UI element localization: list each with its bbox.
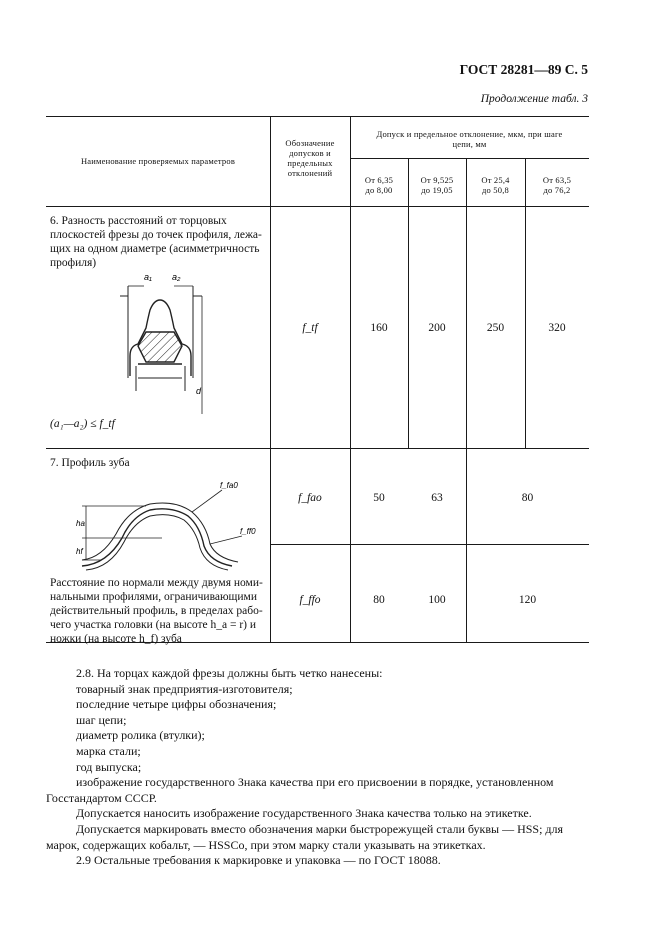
- pitch-range-3: От 25,4 до 50,8: [481, 175, 510, 195]
- pitch-range-4: От 63,5 до 76,2: [542, 175, 572, 195]
- symbol-column-header: Обозначение допусков и предельных отклонений: [285, 138, 335, 178]
- row7b-value-1: 80: [373, 594, 385, 606]
- row6-value-3: 250: [486, 322, 505, 334]
- row7b-value-2: 100: [428, 594, 446, 606]
- row6-symbol: f_tf: [302, 322, 318, 334]
- row6-value-2: 200: [428, 322, 446, 334]
- d-label: d: [196, 386, 202, 396]
- item-quality-mark-cont: Госстандартом СССР.: [46, 790, 157, 805]
- label-note: Допускается наносить изображение государственного Знака качества только на этикетке.: [76, 806, 532, 821]
- item-designation: последние четыре цифры обозначения;: [76, 697, 277, 712]
- row6-formula: (a₁—a₂) ≤ f_tf: [50, 418, 115, 430]
- tooth-profile-figure: [72, 476, 272, 576]
- row6-title: 6. Разность расстояний от торцовых плоскостей фрезы до точек профиля, лежа- щих на одном диаметре (асимметричность профиля): [50, 215, 262, 269]
- tolerance-group-header: Допуск и предельное отклонение, мкм, при шаге цепи, мм: [376, 129, 563, 149]
- ffa0-label: f_fa0: [220, 481, 238, 490]
- item-trademark: товарный знак предприятия-изготовителя;: [76, 681, 293, 696]
- row7b-symbol: f_ffo: [299, 594, 321, 606]
- table-continuation-label: Продолжение табл. 3: [480, 93, 588, 105]
- col-divider-4b: [466, 448, 467, 642]
- row7-description: Расстояние по нормали между двумя номи- нальными профилями, ограничивающими действительный профиль, в пределах рабо- чего участка головки (на высоте h_a = r) и ножки (на высоте h_f) зуба: [50, 577, 263, 645]
- row7a-value-3: 80: [521, 492, 534, 504]
- col-divider-5: [525, 158, 526, 448]
- item-year: год выпуска;: [76, 759, 142, 774]
- hss-note: Допускается маркировать вместо обозначения марки быстрорежущей стали буквы — HSS; для: [76, 821, 564, 836]
- item-chain-pitch: шаг цепи;: [76, 712, 127, 727]
- row7a-symbol: f_fao: [298, 492, 322, 504]
- a1-label: a₁: [144, 272, 152, 282]
- item-steel-grade: марка стали;: [76, 743, 141, 758]
- col-divider-4a: [466, 158, 467, 448]
- ff0-label: f_ff0: [240, 527, 256, 536]
- item-roller-diameter: диаметр ролика (втулки);: [76, 728, 205, 743]
- row7-title: 7. Профиль зуба: [50, 457, 130, 469]
- tolerance-table: [46, 116, 589, 645]
- row7-split-rule: [270, 544, 589, 545]
- clause-2-8: 2.8. На торцах каждой фрезы должны быть четко нанесены:: [76, 666, 383, 680]
- hf-label: hf: [76, 547, 83, 556]
- param-column-header: Наименование проверяемых параметров: [80, 156, 236, 166]
- group-header-rule: [350, 158, 589, 159]
- row6-value-4: 320: [548, 322, 566, 334]
- table-top-rule: [46, 116, 589, 117]
- col-divider-3: [408, 158, 409, 448]
- row6-bottom-rule: [46, 448, 589, 449]
- hss-note-cont: марок, содержащих кобальт, — HSSCo, при этом марку стали указывать на этикетках.: [46, 837, 486, 852]
- row7b-value-3: 120: [518, 594, 537, 606]
- header-bottom-rule: [46, 206, 589, 207]
- row6-value-1: 160: [370, 322, 388, 334]
- marking-requirements-text: [46, 666, 586, 869]
- row7a-value-2: 63: [431, 492, 443, 504]
- item-quality-mark: изображение государственного Знака качества при его присвоении в порядке, установленном: [76, 775, 554, 790]
- page-header: ГОСТ 28281—89 С. 5: [459, 62, 588, 77]
- pitch-range-1: От 6,35 до 8,00: [364, 175, 394, 195]
- clause-2-9: 2.9 Остальные требования к маркировке и упаковка — по ГОСТ 18088.: [76, 853, 441, 868]
- profile-asymmetry-figure: [116, 266, 206, 416]
- ha-label: ha: [76, 519, 85, 528]
- pitch-range-2: От 9,525 до 19,05: [420, 175, 454, 195]
- row7a-value-1: 50: [373, 492, 385, 504]
- a2-label: a₂: [172, 272, 181, 282]
